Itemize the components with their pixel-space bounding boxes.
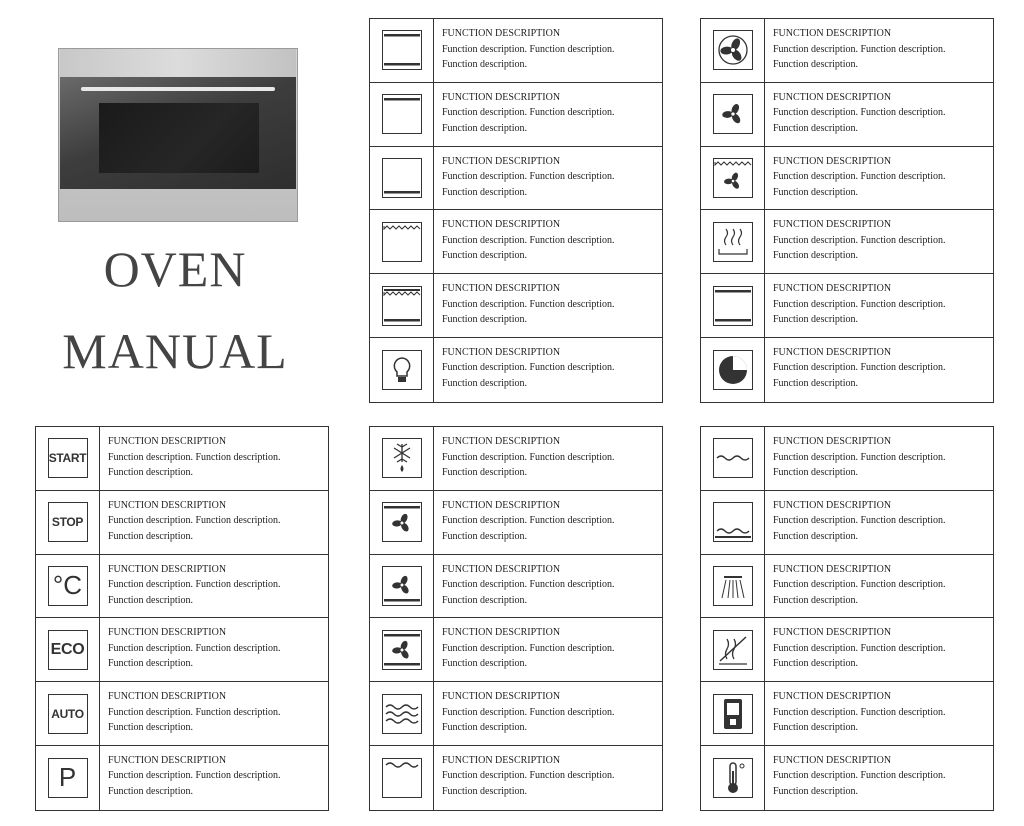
description-cell	[434, 491, 614, 554]
icon-cell	[701, 427, 765, 490]
top-grill-icon	[382, 222, 422, 262]
function-text-line2: Function description.	[773, 122, 858, 134]
function-text-line1: Function description. Function description.	[773, 171, 946, 183]
oven-window	[99, 103, 259, 173]
description-cell	[434, 618, 614, 681]
function-text-line1: Function description. Function description.	[773, 234, 946, 246]
description-cell	[100, 555, 280, 618]
function-row	[36, 618, 328, 682]
icon-cell	[701, 19, 765, 82]
eco-icon	[48, 630, 88, 670]
top-bottom-heat-icon	[713, 286, 753, 326]
function-title: FUNCTION DESCRIPTION	[442, 283, 561, 295]
function-row	[370, 274, 662, 338]
function-text-line1: Function description. Function description.	[108, 579, 281, 591]
fan-box-icon	[713, 94, 753, 134]
function-row	[370, 19, 662, 83]
icon-cell	[36, 618, 100, 681]
description-cell	[100, 682, 280, 745]
function-row	[701, 555, 993, 619]
function-text-line2: Function description.	[442, 377, 527, 389]
function-row	[370, 555, 662, 619]
function-row	[701, 274, 993, 338]
description-cell	[434, 746, 614, 810]
lamp-icon	[382, 350, 422, 390]
panel-top-right	[700, 18, 994, 403]
function-title: FUNCTION DESCRIPTION	[773, 754, 892, 766]
oven-control-strip	[60, 49, 296, 77]
function-title: FUNCTION DESCRIPTION	[773, 91, 892, 103]
function-text-line1: Function description. Function description.	[442, 642, 615, 654]
function-text-line1: Function description. Function description.	[108, 515, 281, 527]
description-cell	[100, 491, 280, 554]
function-text-line2: Function description.	[108, 467, 193, 478]
function-text-line1: Function description. Function description.	[773, 642, 946, 654]
function-text-line2: Function description.	[773, 314, 858, 326]
function-row	[370, 210, 662, 274]
function-text-line2: Function description.	[442, 594, 527, 606]
function-row	[370, 338, 662, 402]
function-text-line2: Function description.	[108, 594, 193, 606]
function-title: FUNCTION DESCRIPTION	[442, 91, 561, 103]
function-text-line1: Function description. Function description.	[773, 706, 946, 718]
function-title: FUNCTION DESCRIPTION	[773, 563, 892, 575]
function-title: FUNCTION DESCRIPTION	[773, 499, 892, 511]
description-cell	[434, 682, 614, 745]
function-text-line2: Function description.	[773, 59, 858, 70]
function-row	[701, 427, 993, 491]
p-label: P	[58, 762, 77, 793]
function-text-line1: Function description. Function description.	[442, 362, 615, 374]
function-title: FUNCTION DESCRIPTION	[773, 627, 892, 639]
function-title: FUNCTION DESCRIPTION	[442, 436, 561, 447]
fan-top-heat-icon	[382, 502, 422, 542]
icon-cell	[370, 555, 434, 618]
description-cell	[765, 491, 945, 554]
icon-cell	[701, 618, 765, 681]
description-cell	[765, 147, 945, 210]
function-text-line2: Function description.	[108, 530, 193, 542]
celsius-label: °C	[52, 570, 83, 601]
function-text-line1: Function description. Function description.	[773, 579, 946, 591]
wave-icon	[713, 438, 753, 478]
function-title: FUNCTION DESCRIPTION	[442, 754, 561, 766]
function-text-line2: Function description.	[442, 314, 527, 326]
function-text-line1: Function description. Function description.	[773, 362, 946, 374]
function-text-line2: Function description.	[108, 658, 193, 670]
icon-cell	[36, 555, 100, 618]
start-label: START	[48, 451, 87, 466]
function-title: FUNCTION DESCRIPTION	[773, 219, 892, 231]
icon-cell	[701, 83, 765, 146]
description-cell	[100, 746, 280, 810]
function-text-line1: Function description. Function description.	[773, 770, 946, 782]
function-title: FUNCTION DESCRIPTION	[442, 627, 561, 639]
icon-cell	[701, 746, 765, 810]
description-cell	[434, 338, 614, 402]
stop-icon	[48, 502, 88, 542]
auto-label: AUTO	[51, 706, 84, 721]
function-row	[370, 491, 662, 555]
bottom-heat-icon	[382, 158, 422, 198]
thermometer-icon	[713, 758, 753, 798]
function-text-line1: Function description. Function description.	[108, 451, 281, 463]
phone-icon	[713, 694, 753, 734]
icon-cell	[701, 491, 765, 554]
icon-cell	[370, 147, 434, 210]
auto-icon	[48, 694, 88, 734]
description-cell	[765, 338, 945, 402]
function-row	[701, 147, 993, 211]
icon-cell	[370, 274, 434, 337]
function-title: FUNCTION DESCRIPTION	[773, 28, 892, 39]
function-title: FUNCTION DESCRIPTION	[442, 155, 561, 167]
function-text-line2: Function description.	[442, 186, 527, 198]
function-title: FUNCTION DESCRIPTION	[773, 155, 892, 167]
function-text-line2: Function description.	[442, 530, 527, 542]
function-text-line1: Function description. Function description.	[773, 515, 946, 527]
function-text-line1: Function description. Function description.	[442, 43, 615, 55]
description-cell	[434, 147, 614, 210]
function-row	[701, 746, 993, 810]
celsius-icon	[48, 566, 88, 606]
icon-cell	[370, 210, 434, 273]
function-text-line2: Function description.	[773, 722, 858, 734]
function-title: FUNCTION DESCRIPTION	[108, 691, 227, 703]
function-title: FUNCTION DESCRIPTION	[108, 499, 227, 511]
function-text-line2: Function description.	[108, 722, 193, 734]
description-cell	[100, 427, 280, 490]
water-bottom-icon	[713, 502, 753, 542]
icon-cell	[370, 618, 434, 681]
function-title: FUNCTION DESCRIPTION	[108, 436, 227, 447]
icon-cell	[370, 427, 434, 490]
timer-quarter-icon	[713, 350, 753, 390]
icon-cell	[701, 210, 765, 273]
icon-cell	[36, 746, 100, 810]
function-title: FUNCTION DESCRIPTION	[108, 627, 227, 639]
panel-bottom-left	[35, 426, 329, 811]
description-cell	[434, 555, 614, 618]
function-row	[36, 427, 328, 491]
start-icon	[48, 438, 88, 478]
function-text-line1: Function description. Function description.	[108, 706, 281, 718]
icon-cell	[701, 147, 765, 210]
function-text-line2: Function description.	[442, 122, 527, 134]
function-row	[701, 338, 993, 402]
description-cell	[765, 210, 945, 273]
icon-cell	[370, 746, 434, 810]
description-cell	[100, 618, 280, 681]
eco-label: ECO	[50, 640, 85, 658]
description-cell	[765, 19, 945, 82]
function-row	[370, 682, 662, 746]
function-title: FUNCTION DESCRIPTION	[773, 436, 892, 447]
top-heat-icon	[382, 30, 422, 70]
panel-bottom-middle	[369, 426, 663, 811]
function-row	[370, 746, 662, 810]
function-text-line2: Function description.	[108, 785, 193, 797]
function-title: FUNCTION DESCRIPTION	[442, 691, 561, 703]
function-text-line1: Function description. Function description.	[442, 770, 615, 782]
fan-grill-icon	[713, 158, 753, 198]
function-title: FUNCTION DESCRIPTION	[442, 563, 561, 575]
function-title: FUNCTION DESCRIPTION	[773, 691, 892, 703]
p-icon	[48, 758, 88, 798]
fan-icon	[713, 30, 753, 70]
function-text-line2: Function description.	[442, 785, 527, 797]
steam-waves-icon	[382, 694, 422, 734]
function-title: FUNCTION DESCRIPTION	[442, 499, 561, 511]
function-row	[36, 555, 328, 619]
description-cell	[765, 746, 945, 810]
top-bottom-grill-icon	[382, 286, 422, 326]
function-row	[701, 682, 993, 746]
function-text-line2: Function description.	[773, 186, 858, 198]
icon-cell	[36, 491, 100, 554]
function-row	[370, 618, 662, 682]
title-manual: MANUAL	[62, 323, 288, 379]
description-cell	[434, 274, 614, 337]
function-text-line2: Function description.	[773, 785, 858, 797]
oven-handle	[81, 87, 275, 91]
icon-cell	[36, 682, 100, 745]
function-text-line1: Function description. Function description.	[442, 234, 615, 246]
description-cell	[765, 682, 945, 745]
fan-bottom-heat-icon	[382, 566, 422, 606]
function-row	[701, 491, 993, 555]
function-row	[370, 83, 662, 147]
icon-cell	[370, 491, 434, 554]
icon-cell	[701, 555, 765, 618]
description-cell	[434, 19, 614, 82]
icon-cell	[370, 682, 434, 745]
stop-label: STOP	[51, 515, 84, 530]
function-text-line2: Function description.	[442, 250, 527, 262]
top-element-icon	[382, 94, 422, 134]
defrost-icon	[382, 438, 422, 478]
function-row	[370, 427, 662, 491]
function-row	[36, 746, 328, 810]
description-cell	[765, 427, 945, 490]
panel-top-middle	[369, 18, 663, 403]
function-text-line1: Function description. Function description.	[442, 107, 615, 119]
function-text-line1: Function description. Function description.	[108, 770, 281, 782]
no-steam-icon	[713, 630, 753, 670]
function-text-line2: Function description.	[773, 377, 858, 389]
function-title: FUNCTION DESCRIPTION	[442, 28, 561, 39]
top-wave-icon	[382, 758, 422, 798]
icon-cell	[370, 83, 434, 146]
function-text-line2: Function description.	[773, 250, 858, 262]
function-text-line1: Function description. Function description.	[442, 706, 615, 718]
function-text-line1: Function description. Function description.	[773, 298, 946, 310]
function-text-line2: Function description.	[442, 59, 527, 70]
function-row	[370, 147, 662, 211]
function-text-line1: Function description. Function description.	[773, 451, 946, 463]
description-cell	[434, 427, 614, 490]
description-cell	[765, 83, 945, 146]
oven-illustration	[58, 48, 298, 222]
function-text-line1: Function description. Function description.	[773, 43, 946, 55]
function-text-line1: Function description. Function description.	[773, 107, 946, 119]
fan-top-bottom-heat-icon	[382, 630, 422, 670]
description-cell	[765, 618, 945, 681]
function-text-line2: Function description.	[442, 658, 527, 670]
function-title: FUNCTION DESCRIPTION	[442, 346, 561, 358]
function-text-line2: Function description.	[773, 530, 858, 542]
function-row	[701, 618, 993, 682]
icon-cell	[701, 274, 765, 337]
function-text-line1: Function description. Function description.	[108, 642, 281, 654]
panel-bottom-right	[700, 426, 994, 811]
function-text-line1: Function description. Function description.	[442, 171, 615, 183]
function-row	[701, 210, 993, 274]
function-row	[701, 19, 993, 83]
function-title: FUNCTION DESCRIPTION	[442, 219, 561, 231]
function-title: FUNCTION DESCRIPTION	[773, 283, 892, 295]
function-text-line1: Function description. Function description.	[442, 451, 615, 463]
function-text-line1: Function description. Function description.	[442, 515, 615, 527]
function-row	[701, 83, 993, 147]
function-title: FUNCTION DESCRIPTION	[108, 563, 227, 575]
function-text-line1: Function description. Function description.	[442, 298, 615, 310]
function-row	[36, 682, 328, 746]
description-cell	[765, 274, 945, 337]
title-oven: OVEN	[103, 241, 247, 297]
description-cell	[765, 555, 945, 618]
icon-cell	[370, 338, 434, 402]
icon-cell	[370, 19, 434, 82]
icon-cell	[701, 338, 765, 402]
icon-cell	[701, 682, 765, 745]
function-text-line2: Function description.	[442, 722, 527, 734]
description-cell	[434, 83, 614, 146]
function-text-line2: Function description.	[773, 594, 858, 606]
function-row	[36, 491, 328, 555]
function-title: FUNCTION DESCRIPTION	[773, 346, 892, 358]
description-cell	[434, 210, 614, 273]
icon-cell	[36, 427, 100, 490]
warming-icon	[713, 222, 753, 262]
function-text-line2: Function description.	[442, 467, 527, 478]
function-text-line1: Function description. Function description.	[442, 579, 615, 591]
function-text-line2: Function description.	[773, 467, 858, 478]
function-title: FUNCTION DESCRIPTION	[108, 754, 227, 766]
shower-icon	[713, 566, 753, 606]
function-text-line2: Function description.	[773, 658, 858, 670]
